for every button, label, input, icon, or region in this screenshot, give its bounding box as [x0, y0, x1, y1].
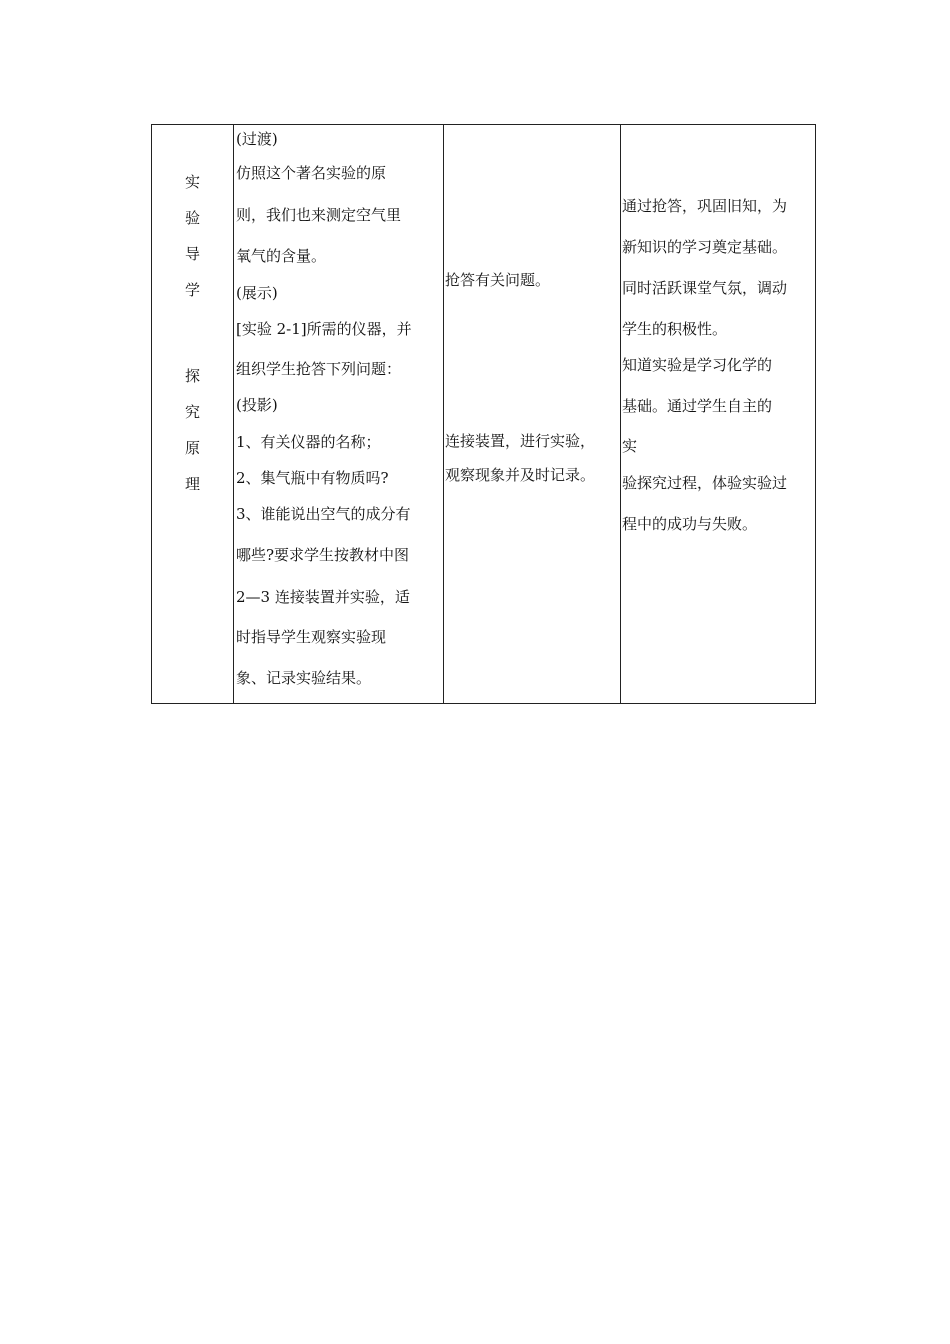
- teacher-line: 哪些?要求学生按教材中图: [236, 546, 410, 564]
- teacher-line: 1、有关仪器的名称；: [236, 433, 381, 451]
- student-line: 观察现象并及时记录。: [445, 466, 596, 484]
- stage-char: 原: [184, 439, 200, 457]
- intent-line: 基础。通过学生自主的: [622, 397, 773, 415]
- stage-char: 实: [184, 173, 200, 191]
- teacher-line: 氧气的含量。: [236, 247, 327, 265]
- intent-line: 新知识的学习奠定基础。: [622, 238, 788, 256]
- intent-line: 验探究过程，体验实验过: [622, 474, 788, 492]
- teacher-line: 2—3 连接装置并实验，适: [236, 588, 410, 606]
- stage-char: 究: [184, 403, 200, 421]
- teacher-activity-column: [233, 125, 443, 703]
- stage-char: 学: [184, 281, 200, 299]
- teacher-line: 2、集气瓶中有物质吗?: [236, 469, 389, 487]
- intent-line: 程中的成功与失败。: [622, 515, 758, 533]
- teacher-line: (投影): [236, 396, 278, 414]
- teacher-line: (展示): [236, 284, 278, 302]
- intent-line: 通过抢答，巩固旧知，为: [622, 197, 788, 215]
- teacher-line: 象、记录实验结果。: [236, 669, 372, 687]
- lesson-plan-table: [151, 124, 816, 704]
- teacher-line: [实验 2-1]所需的仪器，并: [236, 320, 412, 338]
- teacher-line: 组织学生抢答下列问题：: [236, 360, 402, 378]
- student-line: 抢答有关问题。: [445, 271, 551, 289]
- intent-line: 知道实验是学习化学的: [622, 356, 773, 374]
- teacher-line: 时指导学生观察实验现: [236, 628, 387, 646]
- teacher-line: (过渡): [236, 130, 278, 148]
- student-line: 连接装置，进行实验，: [445, 432, 596, 450]
- student-activity-column: [443, 125, 620, 703]
- intent-line: 实: [622, 437, 638, 455]
- design-intent-column: [620, 125, 816, 703]
- stage-column: [152, 125, 233, 703]
- teacher-line: 3、谁能说出空气的成分有: [236, 505, 411, 523]
- stage-char: 探: [184, 367, 200, 385]
- teacher-line: 则，我们也来测定空气里: [236, 206, 402, 224]
- stage-char: 验: [184, 209, 200, 227]
- teacher-line: 仿照这个著名实验的原: [236, 164, 387, 182]
- intent-line: 学生的积极性。: [622, 320, 728, 338]
- stage-char: 理: [184, 475, 200, 493]
- intent-line: 同时活跃课堂气氛，调动: [622, 279, 788, 297]
- stage-char: 导: [184, 245, 200, 263]
